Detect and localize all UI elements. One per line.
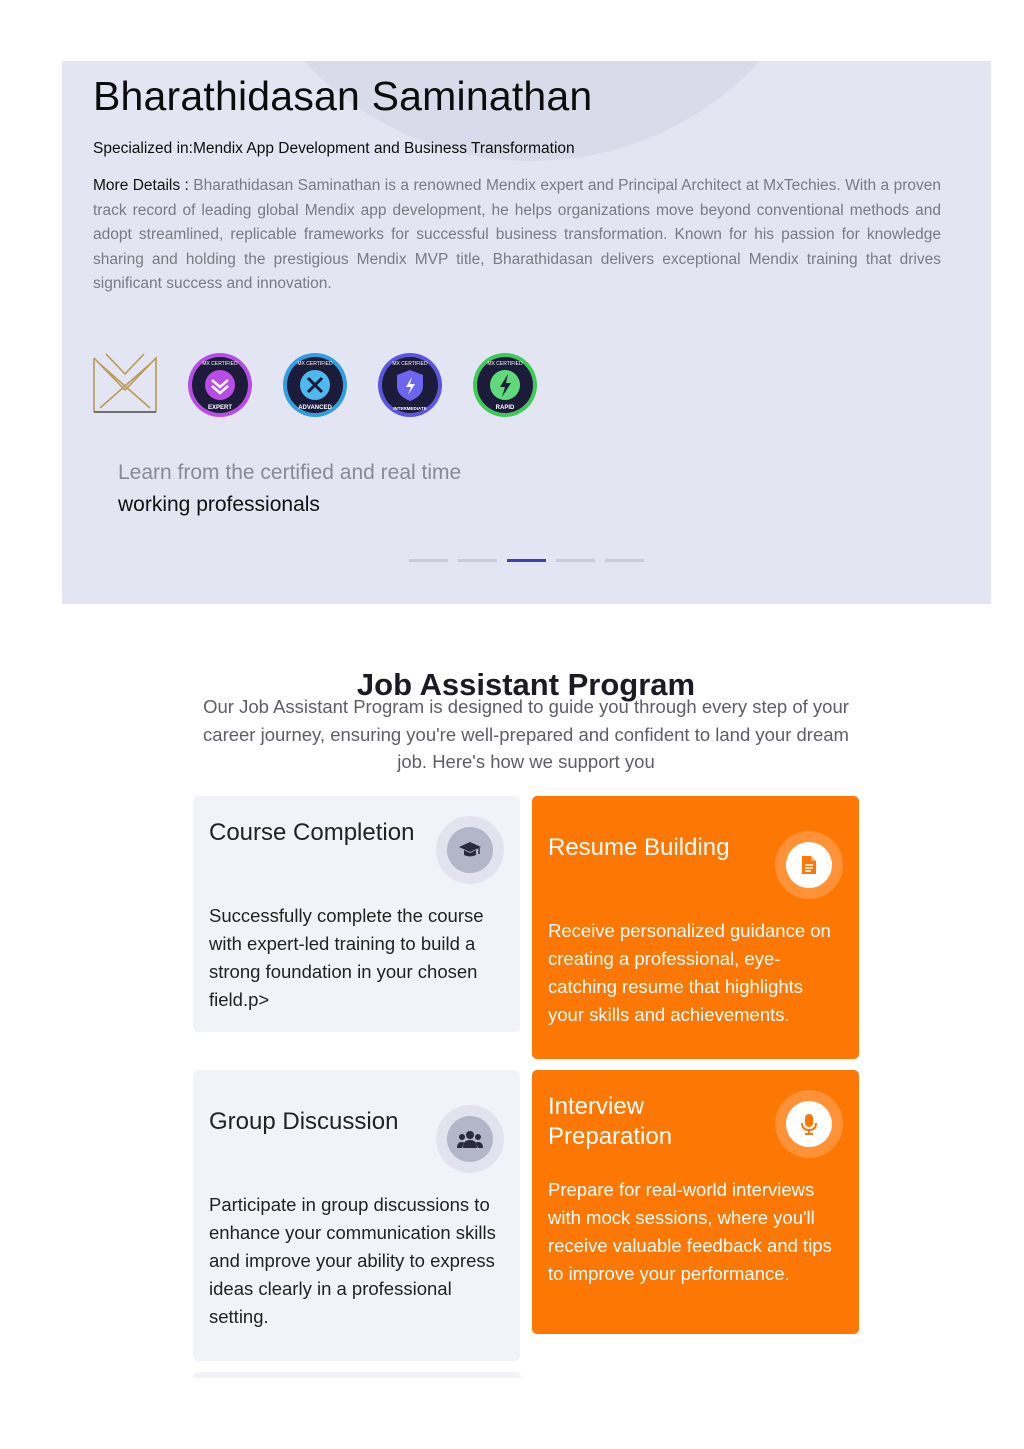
tagline-line-1: Learn from the certified and real time <box>118 461 462 484</box>
card-interview-preparation <box>532 1070 859 1334</box>
card-title: Interview Preparation <box>548 1093 673 1150</box>
carousel-dot-3[interactable] <box>507 559 546 562</box>
card-resume-building <box>532 796 859 1059</box>
badge-ring-text: MX CERTIFIED <box>202 361 238 367</box>
card-text: Successfully complete the course with expert-led training to build a strong foundation in your chosen field.p> <box>209 905 484 1010</box>
microphone-icon <box>786 1101 832 1147</box>
trainer-name: Bharathidasan Saminathan <box>93 73 593 119</box>
mx-certified-expert-badge-icon <box>187 352 253 418</box>
users-group-icon <box>447 1116 493 1162</box>
carousel-dot-2[interactable] <box>458 559 497 562</box>
badge-ring-text: MX CERTIFIED <box>487 361 523 367</box>
card-text: Prepare for real-world interviews with mock sessions, where you'll receive valuable feedback and tips to improve your performance. <box>548 1179 832 1284</box>
card-course-completion <box>193 796 520 1032</box>
tagline <box>118 461 461 517</box>
mendix-mvp-logo-icon <box>92 352 158 418</box>
card-title: Resume Building <box>548 834 730 861</box>
certification-badges <box>92 352 567 418</box>
carousel-dot-1[interactable] <box>409 559 448 562</box>
badge-label: EXPERT <box>207 405 233 411</box>
card-icon-ring <box>775 1090 843 1158</box>
carousel-dot-4[interactable] <box>556 559 595 562</box>
card-group-discussion <box>193 1070 520 1361</box>
card-title: Course Completion <box>209 819 415 846</box>
card-icon-ring <box>775 831 843 899</box>
card-title: Group Discussion <box>209 1108 399 1135</box>
details-text: Bharathidasan Saminathan is a renowned Mendix expert and Principal Architect at MxTechies. With a proven track record of leading global Mendix app development, he helps organizations move beyond conventional methods and adopt streamlined, replicable frameworks for successful business transformation. Known for his passion for knowledge sharing and holding the prestigious Mendix MVP title, Bharathidasan delivers exceptional Mendix training that drives significant success and innovation. <box>93 177 941 293</box>
trainer-hero-banner <box>62 61 991 604</box>
trainer-specialization: Specialized in:Mendix App Development and Business Transformation <box>93 140 575 157</box>
mx-certified-intermediate-badge-icon <box>377 352 443 418</box>
badge-ring-text: MX CERTIFIED <box>297 361 333 367</box>
carousel-indicators <box>409 559 654 562</box>
details-label: More Details : <box>93 177 189 194</box>
card-text: Participate in group discussions to enhance your communication skills and improve your ability to express ideas clearly in a professional setting. <box>209 1194 496 1327</box>
trainer-details <box>93 174 941 297</box>
badge-label: ADVANCED <box>298 405 332 411</box>
mx-certified-advanced-badge-icon <box>282 352 348 418</box>
card-icon-ring <box>436 816 504 884</box>
badge-label: RAPID <box>495 405 515 411</box>
next-card-edge <box>193 1372 521 1378</box>
job-program-title: Job Assistant Program <box>356 666 696 702</box>
card-icon-ring <box>436 1105 504 1173</box>
tagline-line-2: working professionals <box>118 493 320 516</box>
job-program-subtitle: Our Job Assistant Program is designed to guide you through every step of your career journey, ensuring you're well-prepared and confident to land your dream job. Here's how we support you <box>203 696 849 772</box>
badge-ring-text: MX CERTIFIED <box>392 361 428 367</box>
graduation-cap-icon <box>447 827 493 873</box>
document-icon <box>786 842 832 888</box>
badge-label: INTERMEDIATE <box>393 406 427 411</box>
card-text: Receive personalized guidance on creating a professional, eye-catching resume that highlights your skills and achievements. <box>548 920 831 1025</box>
mx-certified-rapid-badge-icon <box>472 352 538 418</box>
carousel-dot-5[interactable] <box>605 559 644 562</box>
